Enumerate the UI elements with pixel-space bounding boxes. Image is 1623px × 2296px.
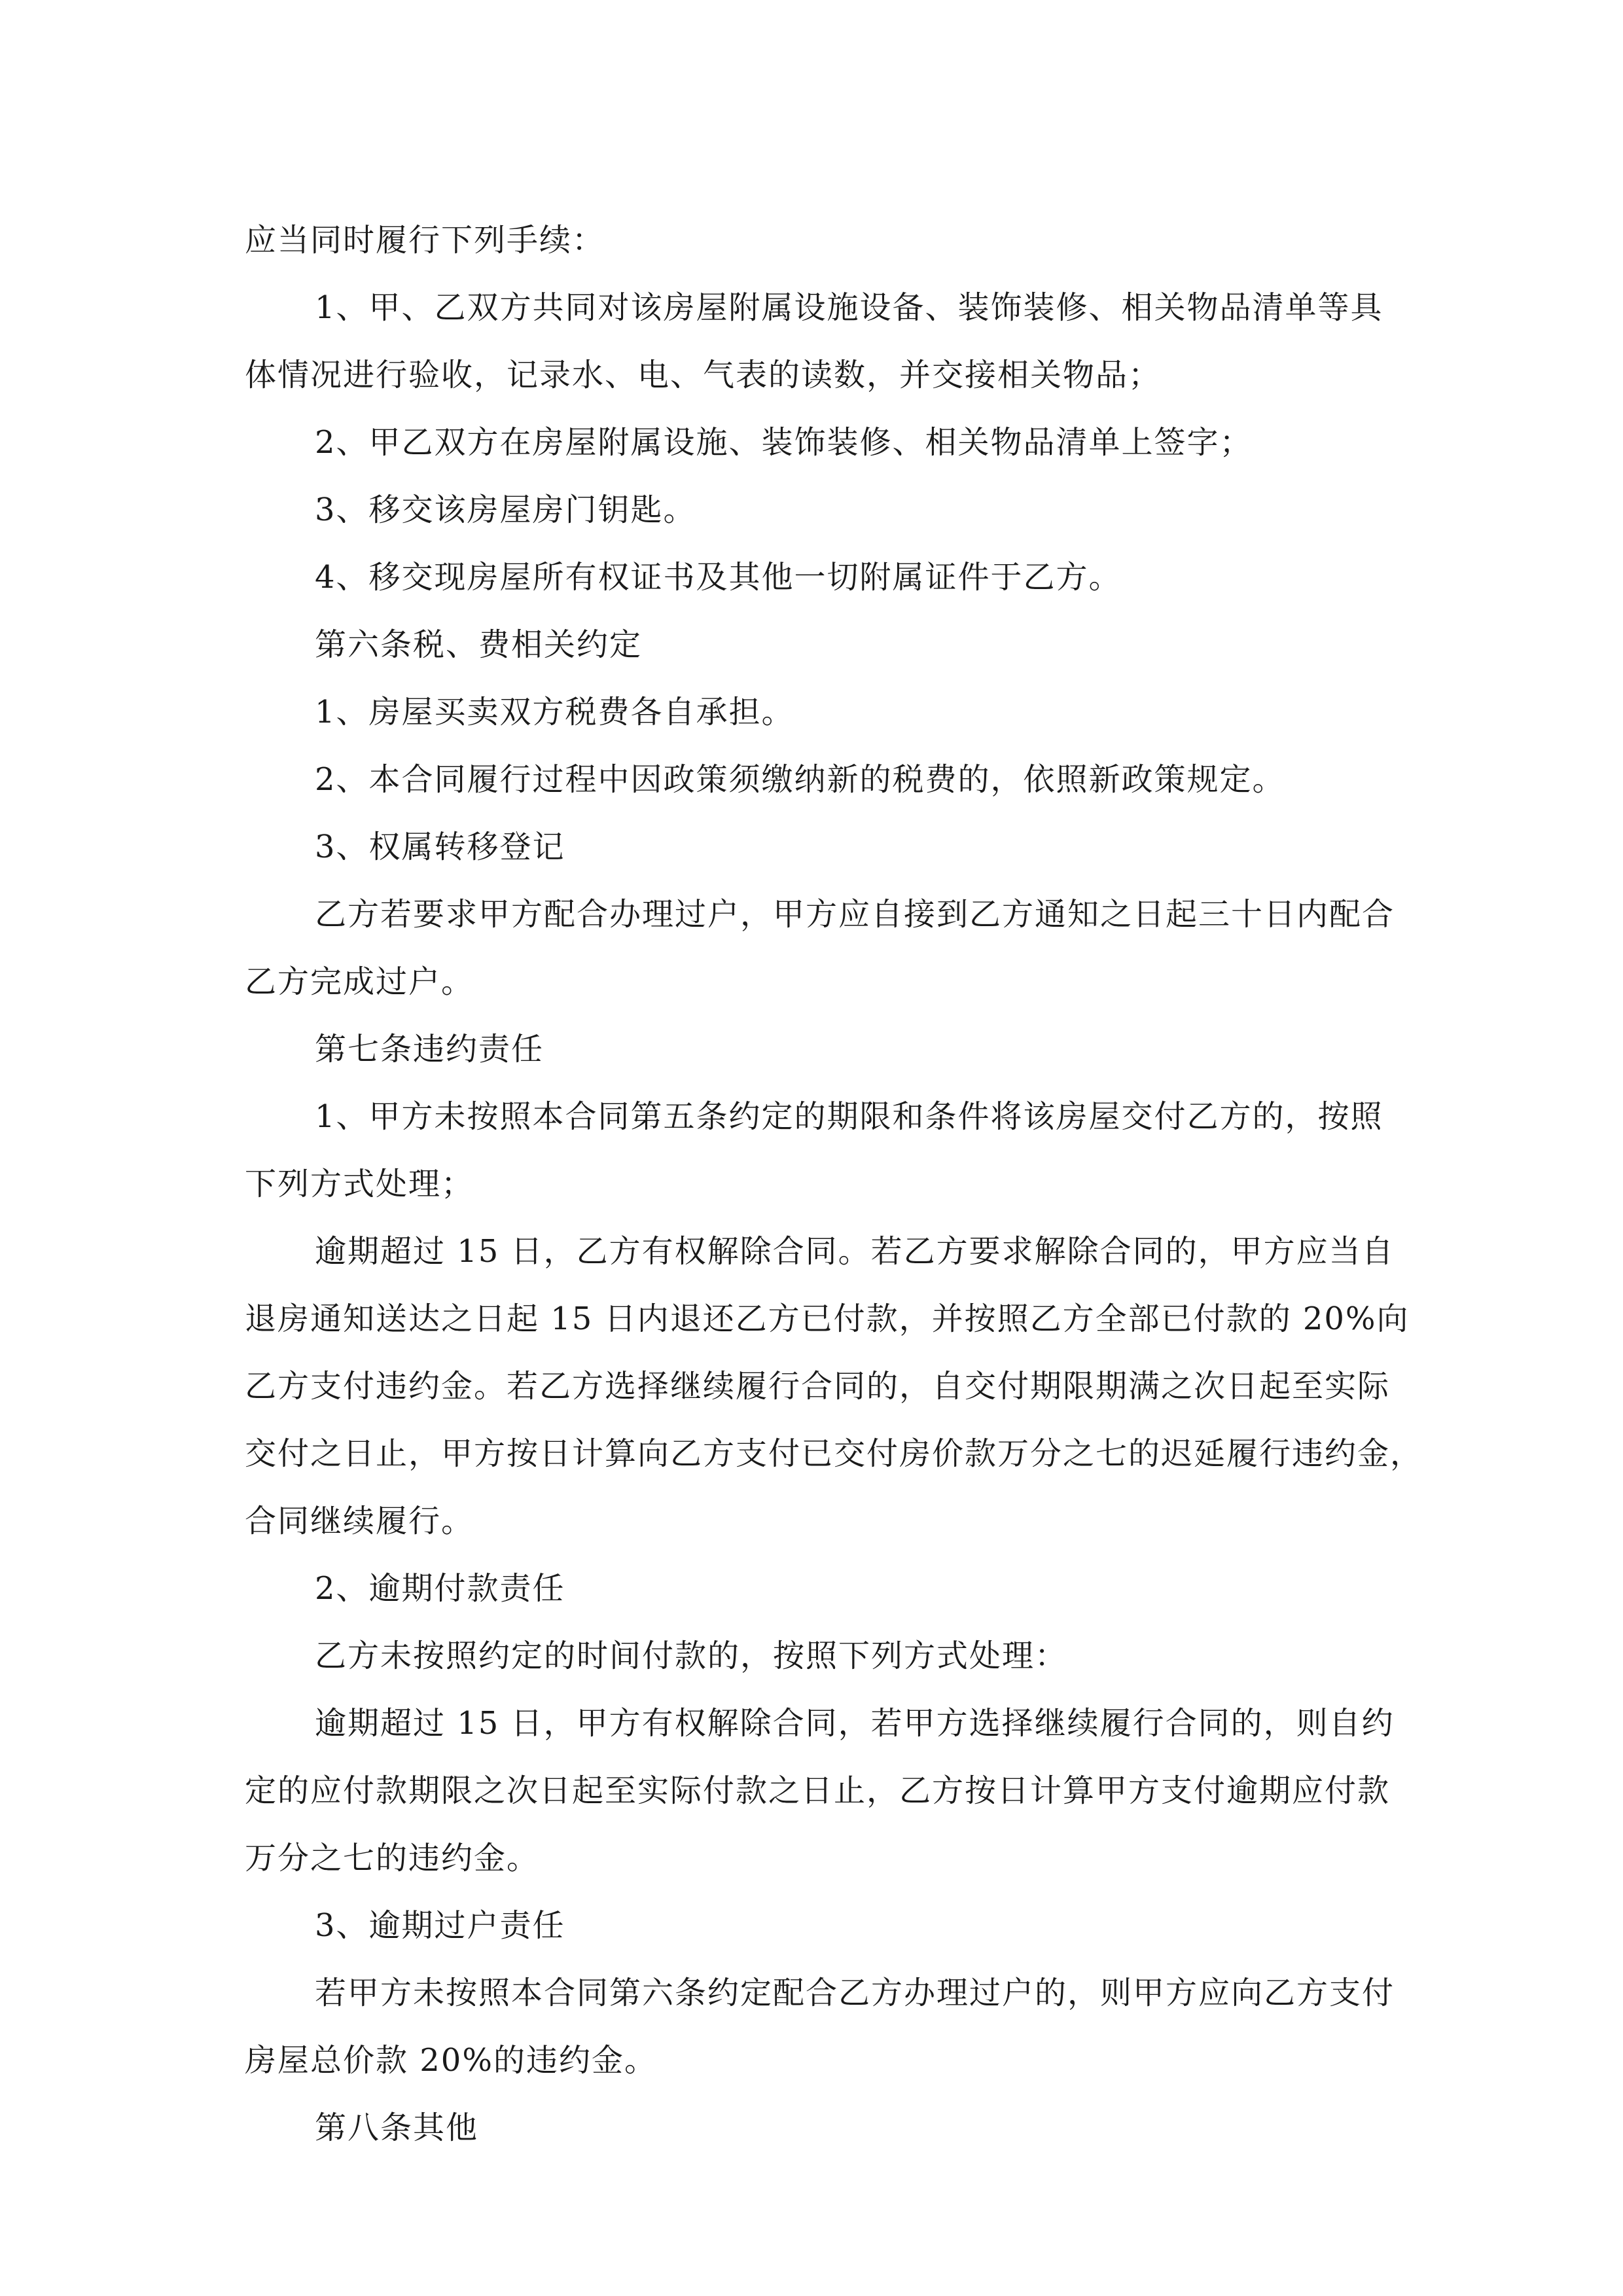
text-line: 应当同时履行下列手续：: [245, 222, 605, 259]
text-line: 2、本合同履行过程中因政策须缴纳新的税费的，依照新政策规定。: [315, 761, 1285, 798]
text-line: 逾期超过 15 日，甲方有权解除合同，若甲方选择继续履行合同的，则自约: [315, 1705, 1395, 1742]
text-line: 乙方完成过户。: [245, 963, 474, 1000]
text-line: 逾期超过 15 日，乙方有权解除合同。若乙方要求解除合同的，甲方应当自: [315, 1233, 1395, 1270]
text-line: 房屋总价款 20%的违约金。: [245, 2042, 657, 2079]
text-line: 万分之七的违约金。: [245, 1840, 540, 1876]
text-line: 体情况进行验收，记录水、电、气表的读数，并交接相关物品；: [245, 357, 1162, 393]
section-heading: 第七条违约责任: [315, 1031, 544, 1067]
text-line: 乙方若要求甲方配合办理过户，甲方应自接到乙方通知之日起三十日内配合: [315, 896, 1395, 933]
text-line: 交付之日止，甲方按日计算向乙方支付已交付房价款万分之七的迟延履行违约金，: [245, 1435, 1423, 1472]
text-line: 乙方支付违约金。若乙方选择继续履行合同的，自交付期限期满之次日起至实际: [245, 1368, 1391, 1405]
document-page: [245, 207, 1423, 2162]
text-line: 退房通知送达之日起 15 日内退还乙方已付款，并按照乙方全部已付款的 20%向: [245, 1300, 1410, 1337]
text-line: 乙方未按照约定的时间付款的，按照下列方式处理：: [315, 1638, 1068, 1674]
text-line: 2、逾期付款责任: [315, 1570, 565, 1607]
text-line: 1、甲、乙双方共同对该房屋附属设施设备、装饰装修、相关物品清单等具: [315, 289, 1383, 326]
section-heading: 第六条税、费相关约定: [315, 626, 643, 663]
text-line: 1、房屋买卖双方税费各自承担。: [315, 694, 794, 730]
text-line: 3、权属转移登记: [315, 829, 565, 865]
section-heading: 第八条其他: [315, 2109, 479, 2146]
text-line: 4、移交现房屋所有权证书及其他一切附属证件于乙方。: [315, 559, 1122, 596]
text-line: 下列方式处理；: [245, 1166, 474, 1202]
text-line: 3、逾期过户责任: [315, 1907, 565, 1944]
text-line: 3、移交该房屋房门钥匙。: [315, 492, 696, 528]
text-line: 1、甲方未按照本合同第五条约定的期限和条件将该房屋交付乙方的，按照: [315, 1098, 1383, 1135]
text-line: 定的应付款期限之次日起至实际付款之日止，乙方按日计算甲方支付逾期应付款: [245, 1772, 1391, 1809]
text-line: 2、甲乙双方在房屋附属设施、装饰装修、相关物品清单上签字；: [315, 424, 1253, 461]
text-line: 若甲方未按照本合同第六条约定配合乙方办理过户的，则甲方应向乙方支付: [315, 1975, 1395, 2011]
text-line: 合同继续履行。: [245, 1503, 474, 1539]
